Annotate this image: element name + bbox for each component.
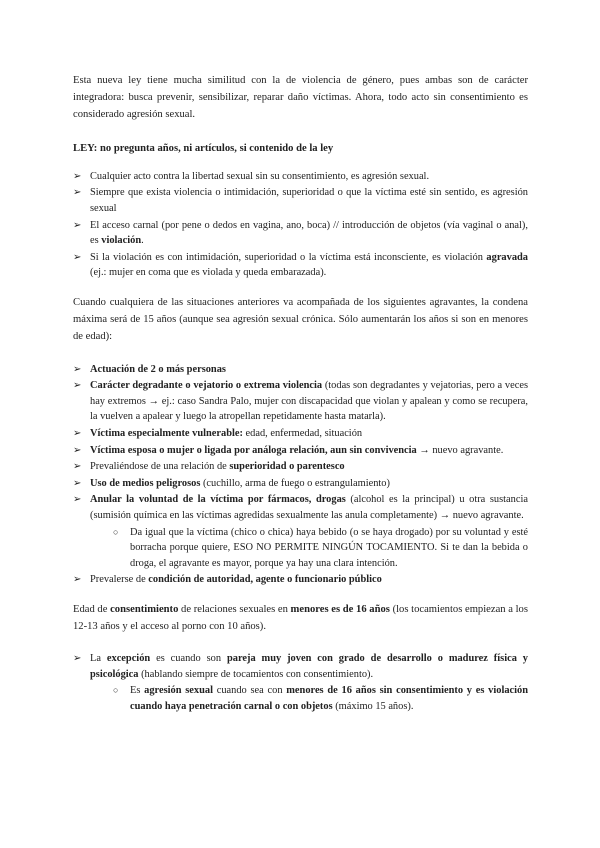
excepcion-sublist <box>90 683 528 714</box>
agravante-item: ➢ Víctima especialmente vulnerable: edad, enfermedad, situación <box>90 426 528 442</box>
agravantes-list <box>73 362 528 588</box>
consent-paragraph: Edad de consentimiento de relaciones sexuales en menores es de 16 años (los tocamientos empiezan a los 12-13 años y el acceso al porno con 10 años). <box>73 603 528 633</box>
arrow-bullet-icon: ➢ <box>73 219 82 231</box>
arrow-bullet-icon: ➢ <box>73 427 82 439</box>
arrow-bullet-icon: ➢ <box>73 187 82 199</box>
agravante-item: ➢ Prevalerse de condición de autoridad, agente o funcionario público <box>90 572 528 588</box>
ley-item: ➢ Siempre que exista violencia o intimidación, superioridad o que la víctima esté sin sentido, es agresión sexual <box>73 187 528 214</box>
agravante-item: ➢ Actuación de 2 o más personas <box>90 362 528 378</box>
arrow-bullet-icon: ➢ <box>73 653 82 665</box>
arrow-bullet-icon: ➢ <box>73 477 82 489</box>
agravante-item: ➢ Prevaliéndose de una relación de superioridad o parentesco <box>90 459 528 475</box>
agravante-item: ➢ Anular la voluntad de la víctima por fármacos, drogas (alcohol es la principal) u otra sustancia (sumisión química en las víctimas agredidas sexualmente las anula completamente) → nuevo agravante. ○ Da igual que la víctima (chico o chica) haya bebido (o se haya drogado) por su voluntad y esté borracha porque quiere, ESO NO PERMITE NINGÚN TOCAMIENTO. Si te dan la bebida o droga, el agravante es mayor, porque ya hay una clara intención. <box>90 492 528 571</box>
arrow-bullet-icon: ➢ <box>73 170 82 182</box>
agravante-item: ➢ Uso de medios peligrosos (cuchillo, arma de fuego o estrangulamiento) <box>90 476 528 492</box>
intro-paragraph: Esta nueva ley tiene mucha similitud con la de violencia de género, pues ambas son de carácter integradora: busca prevenir, sensibilizar, reparar daño víctimas. Ahora, todo acto sin consentimiento es considerado agresión sexual. <box>73 75 528 121</box>
agravante-subitem: ○ Da igual que la víctima (chico o chica) haya bebido (o se haya drogado) por su voluntad y esté borracha porque quiere, ESO NO PERMITE NINGÚN TOCAMIENTO. Si te dan la bebida o droga, el agravante es mayor, porque ya hay una clara intención. <box>113 526 528 569</box>
ley-item: ➢ Cualquier acto contra la libertad sexual sin su consentimiento, es agresión sexual. <box>90 169 528 185</box>
arrow-bullet-icon: ➢ <box>73 461 82 473</box>
excepcion-subitem: ○ Es agresión sexual cuando sea con menores de 16 años sin consentimiento y es violación cuando haya penetración carnal o con objetos (máximo 15 años). <box>113 685 529 713</box>
arrow-bullet-icon: ➢ <box>73 380 82 392</box>
excepcion-list <box>73 651 528 714</box>
excepcion-item: ➢ La excepción es cuando son pareja muy joven con grado de desarrollo o madurez física y psicológica (hablando siempre de tocamientos con consentimiento). ○ Es agresión sexual cuando sea con menores de 16 años sin consentimiento y es violación cuando haya penetración carnal o con objetos (máximo 15 años). <box>90 651 528 714</box>
arrow-bullet-icon: ➢ <box>73 494 82 506</box>
ley-item: ➢ El acceso carnal (por pene o dedos en vagina, ano, boca) // introducción de objetos (vía vaginal o anal), es violación. <box>73 219 528 247</box>
ley-list <box>73 169 528 281</box>
ley-item: ➢ Si la violación es con intimidación, superioridad o la víctima está inconsciente, es violación agravada (ej.: mujer en coma que es violada y queda embarazada). <box>73 251 528 279</box>
arrow-bullet-icon: ➢ <box>73 574 82 586</box>
arrow-bullet-icon: ➢ <box>73 363 82 375</box>
circle-bullet-icon: ○ <box>113 526 119 537</box>
agravante-item: ➢ Carácter degradante o vejatorio o extrema violencia (todas son degradantes y vejatorias, pero a veces hay extremos → ej.: caso Sandra Palo, mujer con discapacidad que violan y apalean y como se recupera, la vuelven a apalear y luego la atropellan repetidamente hasta matarla). <box>73 380 528 423</box>
agravante-sublist <box>90 525 528 572</box>
arrow-bullet-icon: ➢ <box>73 444 82 456</box>
agravante-item: ➢ Víctima esposa o mujer o ligada por análoga relación, aun sin convivencia → nuevo agravante. <box>90 443 528 459</box>
ley-heading: LEY: no pregunta años, ni artículos, si contenido de la ley <box>73 142 334 154</box>
circle-bullet-icon: ○ <box>113 685 119 696</box>
agravantes-intro-paragraph: Cuando cualquiera de las situaciones anteriores va acompañada de los siguientes agravantes, la condena máxima será de 15 años (aunque sea agresión sexual crónica. Sólo aumentarán los años si son en menores de edad): <box>73 296 528 343</box>
arrow-bullet-icon: ➢ <box>73 251 82 263</box>
